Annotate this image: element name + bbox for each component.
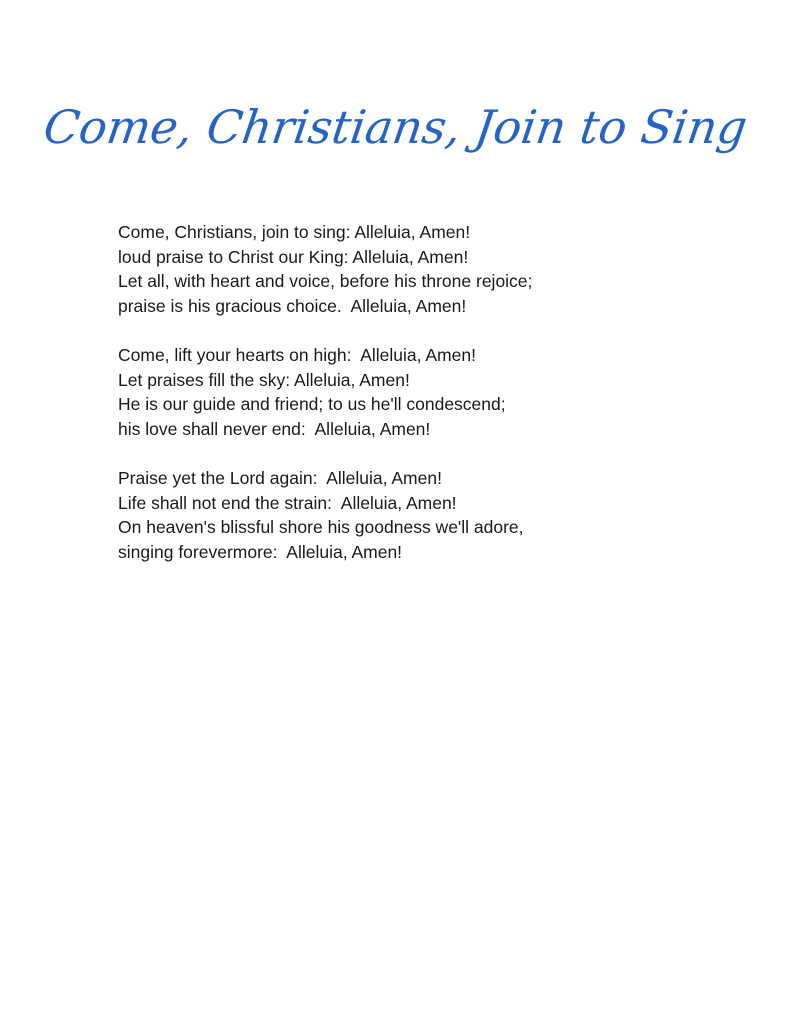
verse-line: Come, lift your hearts on high: Alleluia, Amen! [118, 344, 476, 365]
verse-2 [118, 343, 532, 441]
hymn-lyrics [118, 220, 532, 589]
hymn-title: Come, Christians, Join to Sing [40, 100, 751, 154]
verse-line: On heaven's blissful shore his goodness we'll adore, [118, 517, 524, 538]
verse-line: singing forevermore: Alleluia, Amen! [118, 541, 403, 562]
verse-line: Life shall not end the strain: Alleluia, Amen! [118, 492, 457, 513]
verse-line: praise is his gracious choice. Alleluia, Amen! [118, 295, 467, 316]
verse-1 [118, 220, 532, 318]
verse-line: He is our guide and friend; to us he'll condescend; [118, 394, 506, 415]
verse-line: loud praise to Christ our King: Alleluia, Amen! [118, 246, 469, 267]
verse-line: Let all, with heart and voice, before his throne rejoice; [118, 271, 533, 292]
verse-line: Come, Christians, join to sing: Alleluia, Amen! [118, 222, 471, 242]
verse-line: his love shall never end: Alleluia, Amen! [118, 418, 431, 439]
verse-3 [118, 466, 532, 564]
verse-line: Let praises fill the sky: Alleluia, Amen! [118, 369, 410, 390]
verse-line: Praise yet the Lord again: Alleluia, Amen! [118, 467, 442, 488]
